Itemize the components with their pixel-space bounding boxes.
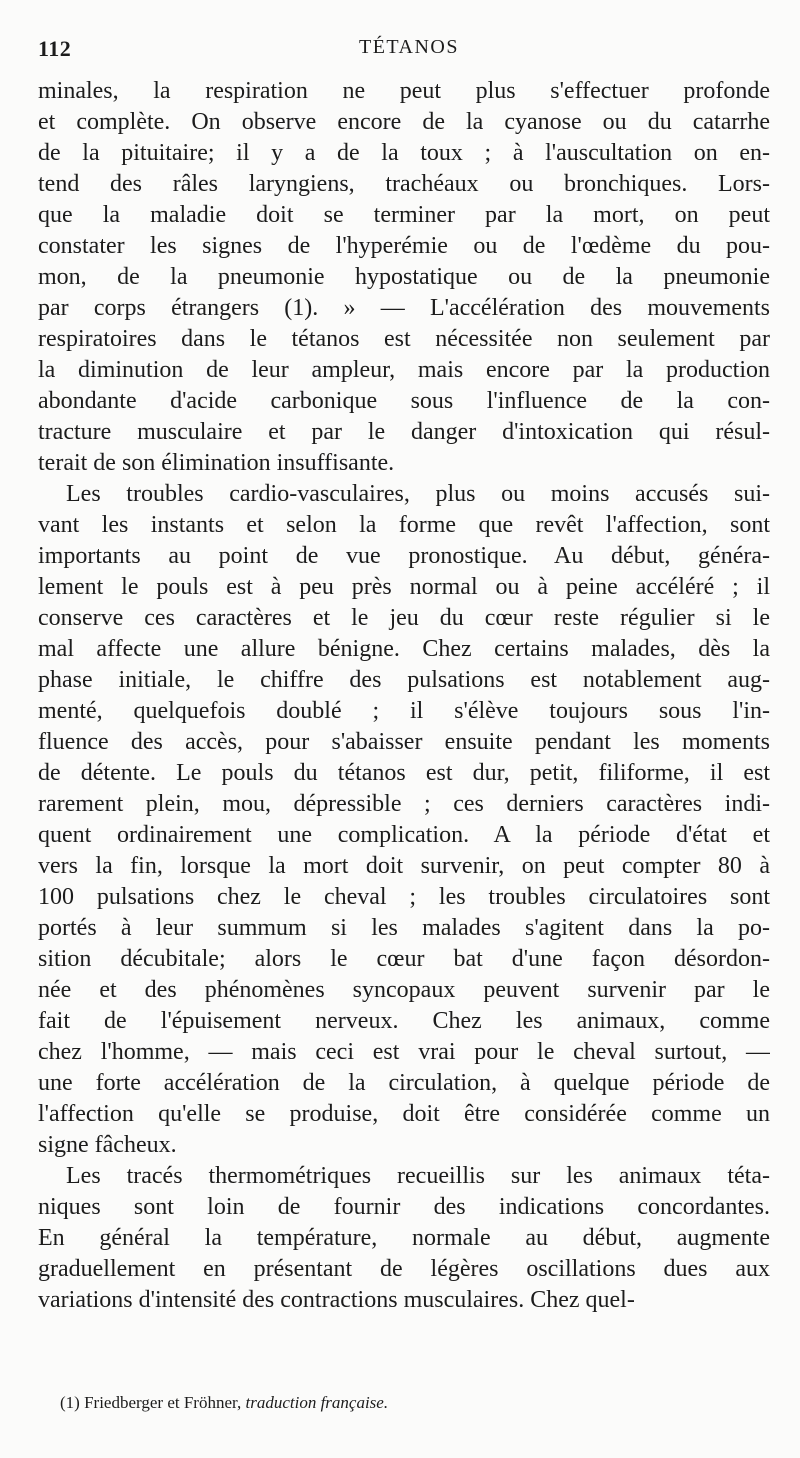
text-line: En général la température, normale au début, augmente xyxy=(38,1225,770,1251)
text-line: niques sont loin de fournir des indications concordantes. xyxy=(38,1194,770,1220)
text-line: chez l'homme, — mais ceci est vrai pour le cheval surtout, — xyxy=(38,1039,770,1065)
text-line: quent ordinairement une complication. A la période d'état et xyxy=(38,822,770,848)
text-line: sition décubitale; alors le cœur bat d'une façon désordon- xyxy=(38,946,770,972)
text-line: fluence des accès, pour s'abaisser ensuite pendant les moments xyxy=(38,729,770,755)
text-line: lement le pouls est à peu près normal ou à peine accéléré ; il xyxy=(38,574,770,600)
text-line: portés à leur summum si les malades s'agitent dans la po- xyxy=(38,915,770,941)
text-line: de la pituitaire; il y a de la toux ; à l'auscultation on en- xyxy=(38,140,770,166)
text-line: terait de son élimination insuffisante. xyxy=(38,450,395,476)
text-line: mal affecte une allure bénigne. Chez certains malades, dès la xyxy=(38,636,770,662)
footnote-authors: Friedberger et Fröhner, xyxy=(84,1393,242,1412)
running-title: TÉTANOS xyxy=(358,36,459,58)
text-line: constater les signes de l'hyperémie ou de l'œdème du pou- xyxy=(38,233,770,259)
text-line: vant les instants et selon la forme que revêt l'affection, sont xyxy=(38,512,770,538)
text-line: menté, quelquefois doublé ; il s'élève toujours sous l'in- xyxy=(38,698,770,724)
text-line: importants au point de vue pronostique. Au début, généra- xyxy=(38,543,770,569)
text-line: phase initiale, le chiffre des pulsations est notablement aug- xyxy=(38,667,770,693)
text-line: née et des phénomènes syncopaux peuvent survenir par le xyxy=(38,977,770,1003)
text-line: que la maladie doit se terminer par la mort, on peut xyxy=(38,202,770,228)
page-header xyxy=(38,36,780,66)
text-line: et complète. On observe encore de la cyanose ou du catarrhe xyxy=(38,109,770,135)
text-line: mon, de la pneumonie hypostatique ou de la pneumonie xyxy=(38,264,770,290)
paragraph xyxy=(38,479,770,1161)
footnote xyxy=(60,1393,388,1413)
footnote-marker: (1) xyxy=(60,1393,80,1412)
text-line: tracture musculaire et par le danger d'intoxication qui résul- xyxy=(38,419,770,445)
text-line: minales, la respiration ne peut plus s'effectuer profonde xyxy=(38,78,770,104)
text-line: par corps étrangers (1). » — L'accélération des mouvements xyxy=(38,295,770,321)
text-line: une forte accélération de la circulation, à quelque période de xyxy=(38,1070,770,1096)
text-line: la diminution de leur ampleur, mais encore par la production xyxy=(38,357,770,383)
text-line: rarement plein, mou, dépressible ; ces derniers caractères indi- xyxy=(38,791,770,817)
text-line: l'affection qu'elle se produise, doit être considérée comme un xyxy=(38,1101,770,1127)
paragraph xyxy=(38,76,770,479)
text-line: Les tracés thermométriques recueillis sur les animaux téta- xyxy=(66,1163,770,1189)
body-text xyxy=(38,76,770,1316)
text-line: tend des râles laryngiens, trachéaux ou bronchiques. Lors- xyxy=(38,171,770,197)
text-line: signe fâcheux. xyxy=(38,1132,177,1158)
text-line: respiratoires dans le tétanos est nécessitée non seulement par xyxy=(38,326,770,352)
text-line: de détente. Le pouls du tétanos est dur, petit, filiforme, il est xyxy=(38,760,770,786)
text-line: 100 pulsations chez le cheval ; les troubles circulatoires sont xyxy=(38,884,770,910)
paragraph xyxy=(38,1161,770,1316)
text-line: variations d'intensité des contractions musculaires. Chez quel- xyxy=(38,1287,635,1313)
text-line: vers la fin, lorsque la mort doit survenir, on peut compter 80 à xyxy=(38,853,770,879)
text-line: Les troubles cardio-vasculaires, plus ou moins accusés sui- xyxy=(66,481,770,507)
text-line: conserve ces caractères et le jeu du cœur reste régulier si le xyxy=(38,605,770,631)
footnote-work-title: traduction française. xyxy=(245,1393,389,1412)
page-number: 112 xyxy=(38,36,72,61)
text-line: graduellement en présentant de légères oscillations dues aux xyxy=(38,1256,770,1282)
text-line: abondante d'acide carbonique sous l'influence de la con- xyxy=(38,388,770,414)
text-line: fait de l'épuisement nerveux. Chez les animaux, comme xyxy=(38,1008,770,1034)
